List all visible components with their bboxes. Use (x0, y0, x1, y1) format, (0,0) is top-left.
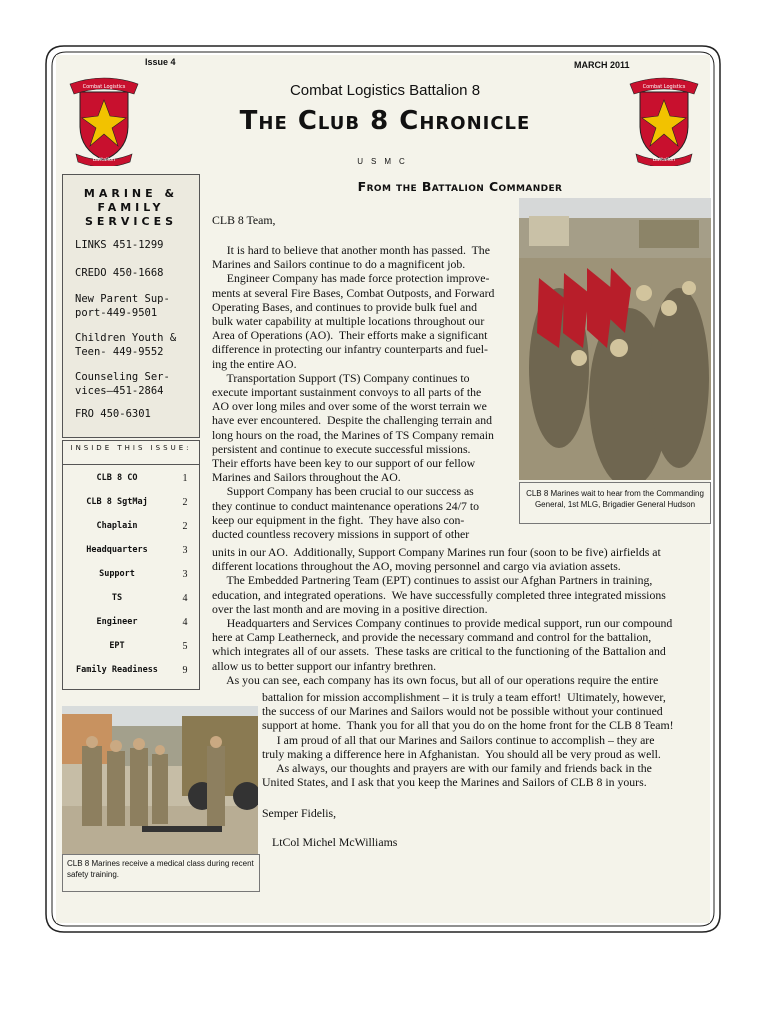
letter-line: which integrates all of our assets. These tasks are critical to the functioning of the Battalion and (212, 644, 666, 659)
letter-line: they continue to conduct maintenance operations 24/7 to (212, 498, 479, 513)
letter-signature: LtCol Michel McWilliams (272, 835, 398, 849)
letter-line: Support Company has been crucial to our success as (212, 484, 474, 499)
service-links: LINKS 451-1299 (75, 239, 164, 251)
toc-entry[interactable]: Engineer 4 (96, 617, 188, 628)
letter-body-narrow (212, 243, 512, 541)
inside-issue-title: INSIDE THIS ISSUE: (63, 441, 199, 465)
family-services-box (62, 174, 200, 438)
article-headline: From the Battalion Commander (357, 179, 563, 194)
letter-line: units in our AO. Additionally, Support Company Marines run four (soon to be five) airfields at (212, 545, 661, 559)
inside-issue-box (62, 440, 200, 690)
letter-line: keep our equipment in the fight. They have also con- (212, 512, 465, 527)
letter-line: truly making a difference here in Afghanistan. You should all be very proud as well. (262, 746, 661, 761)
letter-line: Marines and Sailors continue to do a magnificent job. (212, 257, 466, 272)
letter-line: ments at several Fire Bases, Combat Outposts, and Forward (212, 285, 495, 300)
letter-line: difference in protecting our infantry counterparts and fuel- (212, 342, 488, 357)
letter-line: Their efforts have been key to our support of our fellow (212, 456, 476, 471)
letter-line: Transportation Support (TS) Company continues to (212, 370, 470, 385)
newsletter-title: The Club 8 Chronicle (239, 106, 531, 136)
letter-line: United States, and I ask that you keep the Marines and Sailors of CLB 8 in yours. (262, 775, 647, 790)
letter-line: the success of our Marines and Sailors would not be possible without your continued (262, 704, 663, 719)
letter-line: education, and integrated operations. We have successfully completed three integrated missions (212, 587, 666, 602)
toc-entry[interactable]: EPT 5 (109, 641, 188, 652)
toc-entry[interactable]: Headquarters 3 (86, 545, 188, 556)
battalion-name: Combat Logistics Battalion 8 (289, 82, 481, 99)
letter-line: AO over long miles and over some of the worst terrain we (212, 399, 487, 414)
toc-entry[interactable]: Support 3 (99, 569, 188, 580)
letter-line: over the last month and are moving in a positive direction. (212, 601, 488, 616)
issue-number: Issue 4 (145, 57, 176, 67)
letter-line: As you can see, each company has its own focus, but all of our operations require the entire (212, 672, 659, 687)
crest-bottom-text: Battalion (92, 157, 116, 163)
letter-line: ing the entire AO. (212, 356, 297, 371)
crest-top-text: Combat Logistics (82, 84, 126, 90)
letter-line: The Embedded Partnering Team (EPT) continues to assist our Afghan Partners in training, (212, 573, 653, 588)
letter-line: long hours on the road, the Marines of TS Company remain (212, 427, 494, 442)
letter-line: As always, our thoughts and prayers are with our family and friends back in the (262, 761, 652, 776)
toc-entry[interactable]: CLB 8 SgtMaj 2 (86, 497, 188, 508)
letter-line: here at Camp Leatherneck, and provide the necessary command and control for the battalion, (212, 630, 652, 645)
toc-entry[interactable]: TS 4 (111, 593, 188, 604)
letter-line: ducted countless recovery missions in support of other (212, 527, 470, 542)
crest-bottom-text: Battalion (652, 157, 676, 163)
letter-line: Area of Operations (AO). Their efforts make a significant (212, 328, 488, 343)
letter-line: Engineer Company has made force protection improve- (212, 271, 490, 286)
service-new-parent: New Parent Sup- port-449-9501 (75, 293, 170, 319)
letter-salutation: CLB 8 Team, (212, 213, 276, 227)
letter-line: Headquarters and Services Company continues to provide medical support, run our compound (212, 616, 673, 631)
crest-right (626, 74, 702, 166)
service-children-youth: Children Youth & Teen- 449-9552 (75, 332, 177, 358)
letter-line: Operating Bases, and continues to provide bulk fuel and (212, 299, 478, 314)
letter-body-wide (212, 545, 702, 687)
letter-line: I am proud of all that our Marines and Sailors continue to accomplish – they are (262, 732, 655, 747)
crest-top-text: Combat Logistics (642, 84, 686, 90)
service-fro: FRO 450-6301 (75, 408, 151, 420)
letter-line: have ever encountered. Despite the challenging terrain and (212, 413, 493, 428)
letter-line: It is hard to believe that another month has passed. The (212, 243, 490, 257)
letter-line: Marines and Sailors throughout the AO. (212, 470, 401, 485)
letter-line: battalion for mission accomplishment – it is truly a team effort! Ultimately, however, (262, 690, 666, 704)
issue-date: MARCH 2011 (574, 60, 630, 70)
service-credo: CREDO 450-1668 (75, 267, 164, 279)
photo-medical-class (62, 706, 258, 854)
toc-entry[interactable]: CLB 8 CO 1 (96, 473, 188, 484)
family-services-title: MARINE & FAMILY SERVICES (83, 187, 179, 228)
usmc-label: USMC (357, 157, 413, 166)
photo-caption-medical: CLB 8 Marines receive a medical class during recent safety training. (62, 854, 260, 892)
crest-left (66, 74, 142, 166)
photo-caption-flags: CLB 8 Marines wait to hear from the Commanding General, 1st MLG, Brigadier General Hudson (519, 482, 711, 524)
letter-line: allow us to better support our infantry brethren. (212, 658, 437, 673)
letter-line: execute important sustainment convoys to all parts of the (212, 385, 482, 400)
service-counseling: Counseling Ser- vices—451-2864 (75, 371, 170, 397)
letter-line: support at home. Thank you for all that you do on the home front for the CLB 8 Team! (262, 718, 674, 733)
letter-body-lower (262, 690, 712, 789)
letter-closing: Semper Fidelis, (262, 806, 337, 820)
toc-entry[interactable]: Chaplain 2 (96, 521, 188, 532)
letter-line: persistent and continue to execute successful missions. (212, 441, 471, 456)
photo-marines-flags (519, 198, 711, 480)
toc-entry[interactable]: Family Readiness 9 (76, 665, 188, 676)
letter-line: bulk water capability at multiple locations throughout our (212, 314, 485, 329)
letter-line: different locations throughout the AO, moving personnel and cargo via aviation assets. (212, 559, 621, 574)
